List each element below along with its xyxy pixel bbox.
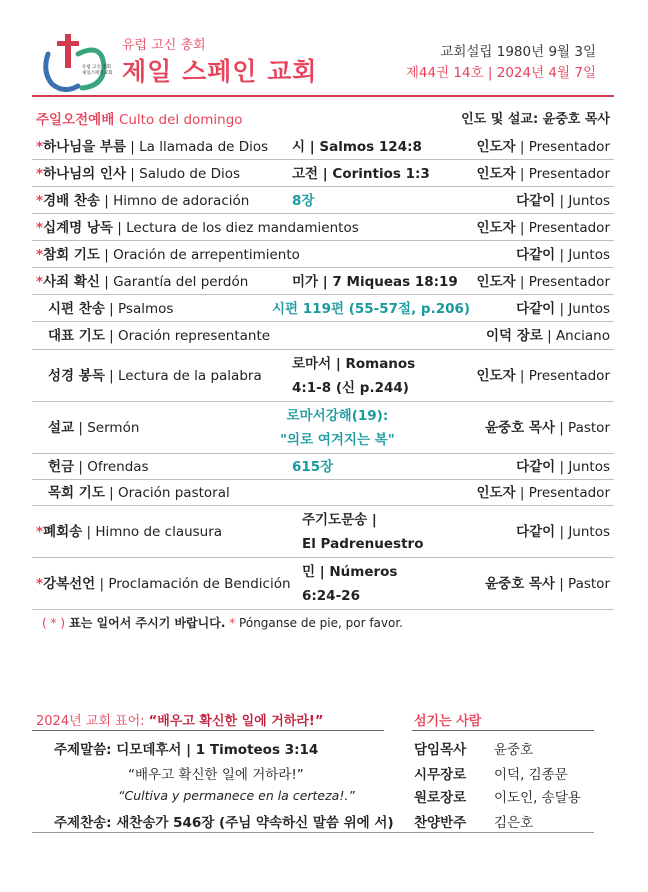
service-row xyxy=(32,350,614,402)
presenter-es: | Pastor xyxy=(554,576,610,592)
note-es-star: * xyxy=(229,616,240,630)
service-row xyxy=(32,402,614,454)
servant-name: 김은호 xyxy=(494,815,534,831)
item-title-es: | Sermón xyxy=(74,420,140,436)
item-presenter xyxy=(476,270,610,294)
service-item-name xyxy=(36,216,359,240)
presenter-ko: 인도자 xyxy=(476,165,516,182)
servant-name: 이덕, 김종문 xyxy=(494,767,568,783)
theme-verse-ko: “배우고 확신한 일에 거하라!” xyxy=(128,767,304,783)
item-title-ko: 대표 기도 xyxy=(48,328,105,344)
motto xyxy=(36,710,323,729)
service-item-name xyxy=(48,455,149,479)
scripture-reference xyxy=(292,189,314,213)
item-presenter xyxy=(516,455,610,479)
item-presenter xyxy=(485,416,610,440)
item-title-ko: 헌금 xyxy=(48,459,75,475)
logo-text-1: 유럽 고신 총회 xyxy=(82,65,111,70)
star-marker: * xyxy=(36,273,44,290)
scripture-reference xyxy=(292,352,415,400)
church-logo xyxy=(38,32,113,94)
presenter-es: | Presentador xyxy=(515,273,610,290)
item-title-es: | Garantía del perdón xyxy=(99,273,249,290)
presenter-es: | Juntos xyxy=(555,246,610,263)
presenter-ko: 윤중호 목사 xyxy=(485,576,555,592)
presenter-es: | Presentador xyxy=(515,485,610,501)
scripture-reference xyxy=(292,270,458,294)
scripture-reference xyxy=(302,560,397,608)
service-item-name xyxy=(36,270,248,294)
item-title-ko: 하나님의 인사 xyxy=(43,165,127,182)
service-row xyxy=(32,454,614,480)
servant-role: 담임목사 xyxy=(414,742,467,758)
reference-line: El Padrenuestro xyxy=(302,536,424,552)
row-divider xyxy=(32,609,614,610)
service-item-name xyxy=(48,297,173,321)
item-presenter xyxy=(516,243,610,267)
item-presenter xyxy=(516,297,610,321)
theme-verse-es: “Cultiva y permanece en la certeza!.” xyxy=(118,788,355,803)
service-title-ko: 주일오전예배 xyxy=(36,112,115,128)
presenter-ko: 이덕 장로 xyxy=(485,328,543,344)
service-row xyxy=(32,506,614,558)
bottom-divider xyxy=(32,832,594,833)
service-row xyxy=(32,187,614,214)
servant-role: 시무장로 xyxy=(414,767,467,783)
service-item-name xyxy=(48,481,230,505)
service-row xyxy=(32,268,614,295)
note-star: * xyxy=(46,616,61,630)
presenter-ko: 다같이 xyxy=(516,192,556,209)
item-title-es: | Ofrendas xyxy=(74,459,149,475)
item-title-ko: 참회 기도 xyxy=(43,246,100,263)
theme-verse-label: 주제말씀: 디모데후서 | 1 Timoteos 3:14 xyxy=(54,742,319,758)
item-presenter xyxy=(476,364,610,388)
star-marker: * xyxy=(36,139,44,155)
presenter-ko: 다같이 xyxy=(516,459,556,475)
service-row xyxy=(32,480,614,506)
item-presenter xyxy=(476,162,610,186)
item-title-es: | Oración pastoral xyxy=(104,485,230,501)
service-leader: 인도 및 설교: 윤중호 목사 xyxy=(461,112,610,127)
servant-name: 이도인, 송달용 xyxy=(494,790,581,806)
standing-note xyxy=(42,614,403,631)
note-es: Pónganse de pie, por favor. xyxy=(239,616,403,630)
item-presenter xyxy=(516,520,610,544)
issue-date: 제44권 14호 | 2024년 4월 7일 xyxy=(405,65,596,81)
logo-text-2: 제일스페인교회 xyxy=(82,71,113,76)
service-item-name xyxy=(48,324,270,348)
reference-line: 로마서강해(19): xyxy=(286,408,389,424)
presenter-es: | Presentador xyxy=(515,219,610,236)
item-title-ko: 경배 찬송 xyxy=(43,192,100,209)
service-item-name xyxy=(36,520,222,544)
servant-role: 찬양반주 xyxy=(414,815,467,831)
service-item-name xyxy=(48,364,262,388)
presenter-es: | Juntos xyxy=(555,524,610,540)
scripture-reference xyxy=(302,508,423,556)
service-item-name xyxy=(36,189,249,213)
service-title xyxy=(36,108,243,128)
reference-line: 시편 119편 (55-57절, p.206) xyxy=(272,300,471,317)
scripture-reference xyxy=(292,455,333,479)
service-item-name xyxy=(48,416,139,440)
item-title-ko: 사죄 확신 xyxy=(43,273,100,290)
item-title-ko: 하나님을 부름 xyxy=(43,139,127,155)
item-presenter xyxy=(486,324,610,348)
motto-label: 2024년 교회 표어: xyxy=(36,714,149,729)
service-item-name xyxy=(36,572,291,596)
reference-line: 시 | Salmos 124:8 xyxy=(292,139,422,155)
service-item-name xyxy=(36,162,240,186)
service-row xyxy=(32,241,614,268)
presenter-ko: 인도자 xyxy=(476,485,516,501)
service-title-es: Culto del domingo xyxy=(118,112,243,128)
reference-line: 6:24-26 xyxy=(302,588,360,604)
presenter-ko: 다같이 xyxy=(516,246,556,263)
item-title-es: | Proclamación de Bendición xyxy=(95,576,291,592)
item-title-es: | Lectura de la palabra xyxy=(104,368,262,384)
theme-hymn: 주제찬송: 새찬송가 546장 (주님 약속하신 말씀 위에 서) xyxy=(54,815,394,831)
scripture-reference xyxy=(292,162,430,186)
item-title-ko: 폐회송 xyxy=(43,524,83,540)
servants-divider xyxy=(412,730,594,731)
presenter-ko: 다같이 xyxy=(516,524,556,540)
item-presenter xyxy=(516,189,610,213)
reference-line: 미가 | 7 Miqueas 18:19 xyxy=(292,273,458,290)
star-marker: * xyxy=(36,165,44,182)
service-row xyxy=(32,558,614,610)
presenter-es: | Presentador xyxy=(515,165,610,182)
reference-line: 주기도문송 | xyxy=(302,512,377,528)
presenter-ko: 인도자 xyxy=(476,139,516,155)
item-title-es: | Himno de clausura xyxy=(82,524,223,540)
established-date: 교회설립 1980년 9월 3일 xyxy=(440,44,596,60)
presenter-es: | Pastor xyxy=(554,420,610,436)
presenter-ko: 인도자 xyxy=(476,368,516,384)
note-close: ) xyxy=(60,616,66,630)
reference-line: 615장 xyxy=(292,459,334,475)
star-marker: * xyxy=(36,192,44,209)
presenter-es: | Anciano xyxy=(542,328,610,344)
item-presenter xyxy=(485,572,610,596)
item-title-ko: 강복선언 xyxy=(43,576,96,592)
item-title-ko: 설교 xyxy=(48,420,75,436)
presenter-es: | Juntos xyxy=(555,192,610,209)
service-item-name xyxy=(36,243,300,267)
presenter-es: | Juntos xyxy=(555,459,610,475)
service-row xyxy=(32,322,614,350)
presenter-es: | Presentador xyxy=(515,368,610,384)
service-item-name xyxy=(36,135,268,159)
service-row xyxy=(32,134,614,160)
item-title-es: | La llamada de Dios xyxy=(126,139,269,155)
reference-line: 로마서 | Romanos xyxy=(292,356,416,372)
item-title-ko: 성경 봉독 xyxy=(48,368,105,384)
servant-name: 윤중호 xyxy=(494,742,534,758)
service-row xyxy=(32,160,614,187)
presenter-ko: 다같이 xyxy=(516,300,556,317)
service-row xyxy=(32,295,614,322)
reference-line: 민 | Números xyxy=(302,564,398,580)
header-divider xyxy=(32,95,614,97)
item-title-ko: 시편 찬송 xyxy=(48,300,105,317)
motto-text: “배우고 확신한 일에 거하라!” xyxy=(148,714,324,729)
item-title-es: | Saludo de Dios xyxy=(126,165,241,182)
presenter-ko: 인도자 xyxy=(476,219,516,236)
item-presenter xyxy=(476,481,610,505)
church-name: 제일 스페인 교회 xyxy=(122,57,318,86)
item-title-es: | Psalmos xyxy=(104,300,174,317)
item-presenter xyxy=(476,216,610,240)
star-marker: * xyxy=(36,576,44,592)
note-open: ( xyxy=(42,616,47,630)
servants-title: 섬기는 사람 xyxy=(414,714,482,729)
item-title-es: | Himno de adoración xyxy=(99,192,250,209)
servant-role: 원로장로 xyxy=(414,790,467,806)
reference-line: 고전 | Corintios 1:3 xyxy=(292,165,430,182)
item-title-ko: 십계명 낭독 xyxy=(43,219,113,236)
church-subtitle: 유럽 고신 총회 xyxy=(122,38,206,53)
scripture-reference xyxy=(272,297,470,321)
item-title-es: | Lectura de los diez mandamientos xyxy=(112,219,359,236)
reference-line: 4:1-8 (신 p.244) xyxy=(292,380,409,396)
star-marker: * xyxy=(36,219,44,236)
star-marker: * xyxy=(36,246,44,263)
item-title-ko: 목회 기도 xyxy=(48,485,105,501)
note-ko: 표는 일어서 주시기 바랍니다. xyxy=(65,616,226,630)
item-title-es: | Oración de arrepentimiento xyxy=(99,246,300,263)
item-title-es: | Oración representante xyxy=(104,328,271,344)
item-presenter xyxy=(476,135,610,159)
star-marker: * xyxy=(36,524,44,540)
presenter-es: | Juntos xyxy=(555,300,610,317)
scripture-reference xyxy=(280,404,395,452)
presenter-es: | Presentador xyxy=(515,139,610,155)
motto-divider xyxy=(32,730,384,731)
scripture-reference xyxy=(292,135,422,159)
presenter-ko: 인도자 xyxy=(476,273,516,290)
reference-line: 8장 xyxy=(292,192,315,209)
reference-line: "의로 여겨지는 복" xyxy=(280,432,395,448)
service-row xyxy=(32,214,614,241)
presenter-ko: 윤중호 목사 xyxy=(485,420,555,436)
